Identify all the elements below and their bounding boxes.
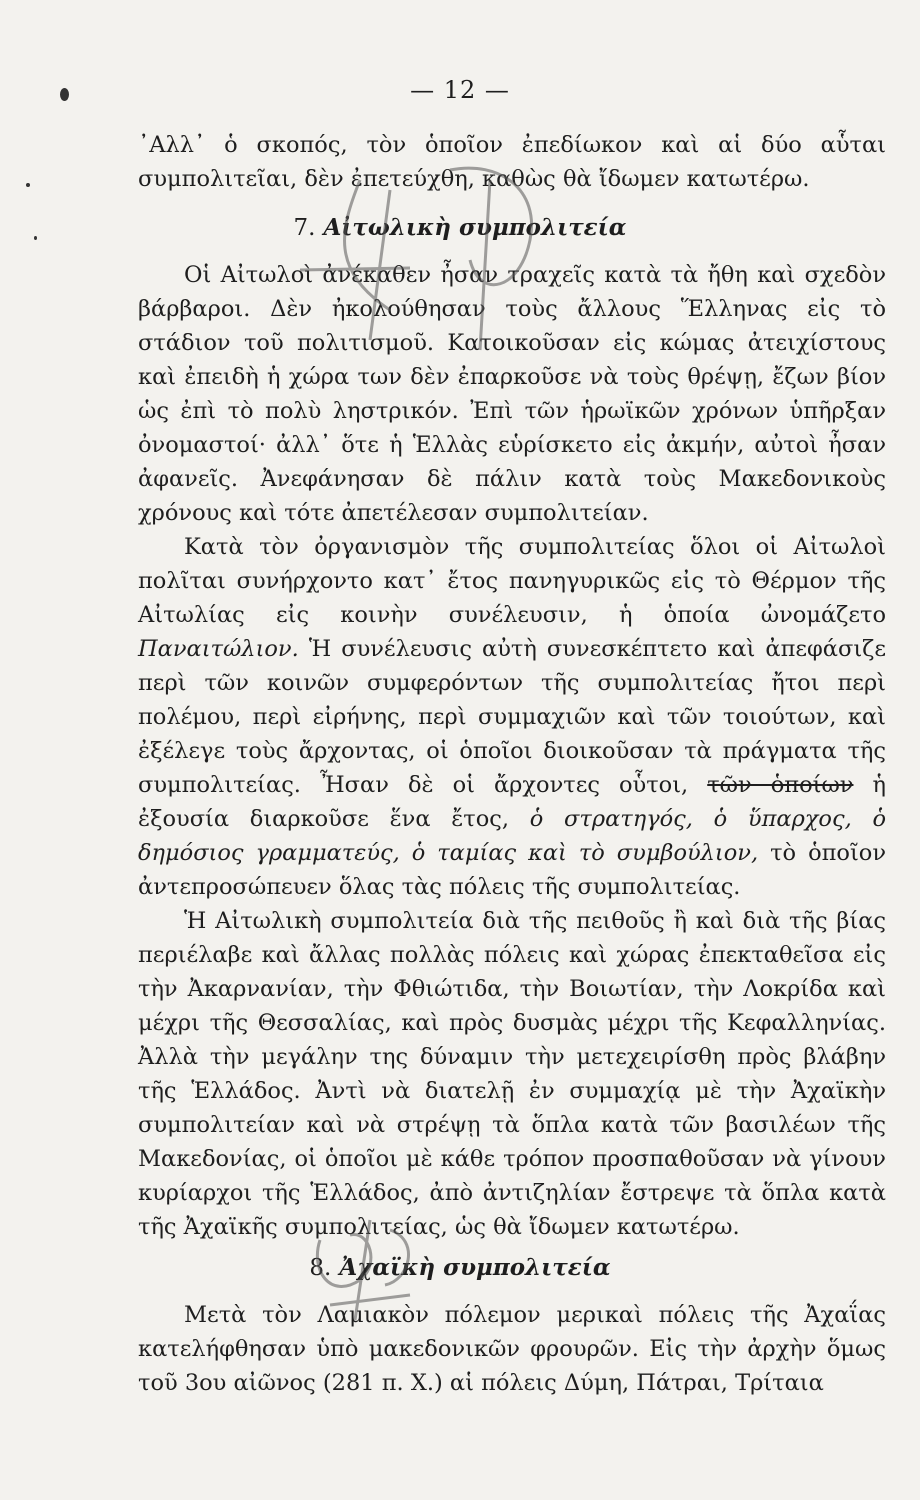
p2-mid: Ἡ συνέλευσις αὐτὴ συνεσκέπτετο καὶ ἀπεφάσιζε περὶ τῶν κοινῶν συμφερόντων τῆς συμπολιτείας ἤτοι περὶ πολέμου, περὶ εἰρήνης, περὶ συμμαχιῶν καὶ τῶν τοιούτων, καὶ ἐξέλεγε τοὺς ἄρχοντας, οἱ ὁποῖοι διοικοῦσαν τὰ πράγματα τῆς συμπολιτείας. Ἦσαν δὲ οἱ ἄρχοντες οὗτοι, <box>138 636 886 798</box>
ink-speck <box>26 183 30 187</box>
section-7-heading <box>0 214 920 241</box>
section-7-body <box>138 258 886 1244</box>
section-8-title: Ἀχαϊκὴ συμπολιτεία <box>339 1254 611 1281</box>
p2-after-struck: ἡ ἐξουσία διαρκοῦσε ἕνα ἔτος, <box>138 772 886 832</box>
intro-text: ᾿Αλλ᾿ ὁ σκοπός, τὸν ὁποῖον ἐπεδίωκον καὶ αἱ δύο αὗται συμπολιτεῖαι, δὲν ἐπετεύχθη, καθὼς θὰ ἴδωμεν κατωτέρω. <box>138 132 886 192</box>
section-7-paragraph-3: Ἡ Αἰτωλικὴ συμπολιτεία διὰ τῆς πειθοῦς ἢ καὶ διὰ τῆς βίας περιέλαβε καὶ ἄλλας πολλὰς πόλεις καὶ χώρας ἐπεκταθεῖσα εἰς τὴν Ἀκαρνανίαν, τὴν Φθιώτιδα, τὴν Βοιωτίαν, τὴν Λοκρίδα καὶ μέχρι τῆς Θεσσαλίας, καὶ πρὸς δυσμὰς μέχρι τῆς Κεφαλληνίας. Ἀλλὰ τὴν μεγάλην της δύναμιν τὴν μετεχειρίσθη πρὸς βλάβην τῆς Ἑλλάδος. Ἀντὶ νὰ διατελῇ ἐν συμμαχίᾳ μὲ τὴν Ἀχαϊκὴν συμπολιτείαν καὶ νὰ στρέψῃ τὰ ὅπλα κατὰ τῶν βασιλέων τῆς Μακεδονίας, οἱ ὁποῖοι μὲ κάθε τρόπον προσπαθοῦσαν νὰ γίνουν κυρίαρχοι τῆς Ἑλλάδος, ἀπὸ ἀντιζηλίαν ἔστρεψε τὰ ὅπλα κατὰ τῆς Ἀχαϊκῆς συμπολιτείας, ὡς θὰ ἴδωμεν κατωτέρω. <box>138 908 886 1240</box>
section-7-number: 7. <box>293 215 316 241</box>
section-8-heading <box>0 1254 920 1281</box>
p2-before: Κατὰ τὸν ὀργανισμὸν τῆς συμπολιτείας ὅλοι οἱ Αἰτωλοὶ πολῖται συνήρχοντο κατ᾿ ἔτος πανηγυρικῶς εἰς τὸ Θέρμον τῆς Αἰτωλίας εἰς κοινὴν συνέλευσιν, ἡ ὁποία ὠνομάζετο <box>138 534 886 628</box>
ink-speck <box>60 88 69 101</box>
section-7-paragraph-1: Οἱ Αἰτωλοὶ ἀνέκαθεν ἦσαν τραχεῖς κατὰ τὰ ἤθη καὶ σχεδὸν βάρβαροι. Δὲν ἠκολούθησαν τοὺς ἄλλους Ἕλληνας εἰς τὸ στάδιον τοῦ πολιτισμοῦ. Κατοικοῦσαν εἰς κώμας ἀτειχίστους καὶ ἐπειδὴ ἡ χώρα των δὲν ἐπαρκοῦσε νὰ τοὺς θρέψῃ, ἔζων βίον ὡς ἐπὶ τὸ πολὺ ληστρικόν. Ἐπὶ τῶν ἡρωϊκῶν χρόνων ὑπῆρξαν ὀνομαστοί· ἀλλ᾿ ὅτε ἡ Ἑλλὰς εὑρίσκετο εἰς ἀκμήν, αὐτοὶ ἦσαν ἀφανεῖς. Ἀνεφάνησαν δὲ πάλιν κατὰ τοὺς Μακεδονικοὺς χρόνους καὶ τότε ἀπετέλεσαν συμπολιτείαν. <box>138 262 886 526</box>
section-8-body <box>138 1298 886 1400</box>
panaitolion-term: Παναιτώλιον. <box>138 636 299 662</box>
section-8-number: 8. <box>309 1255 332 1281</box>
page-number: — 12 — <box>410 76 510 104</box>
officials-list: ὁ στρατηγός, ὁ ὕπαρχος, ὁ δημόσιος γραμματεύς, ὁ ταμίας καὶ τὸ συμβούλιον, <box>138 806 886 866</box>
section-8-paragraph-1: Μετὰ τὸν Λαμιακὸν πόλεμον μερικαὶ πόλεις τῆς Ἀχαΐας κατελήφθησαν ὑπὸ μακεδονικῶν φρουρῶν. Εἰς τὴν ἀρχὴν ὅμως τοῦ 3ου αἰῶνος (281 π. Χ.) αἱ πόλεις Δύμη, Πάτραι, Τρίταια <box>138 1302 886 1396</box>
section-7-title: Αἰτωλικὴ συμπολιτεία <box>323 214 627 241</box>
p2-end: τὸ ὁποῖον ἀντεπροσώπευεν ὅλας τὰς πόλεις τῆς συμπολιτείας. <box>138 840 886 900</box>
struck-text: τῶν ὁποίων <box>707 772 854 798</box>
section-7-paragraph-2 <box>138 530 886 904</box>
intro-paragraph <box>138 128 886 196</box>
ink-speck <box>34 236 37 240</box>
